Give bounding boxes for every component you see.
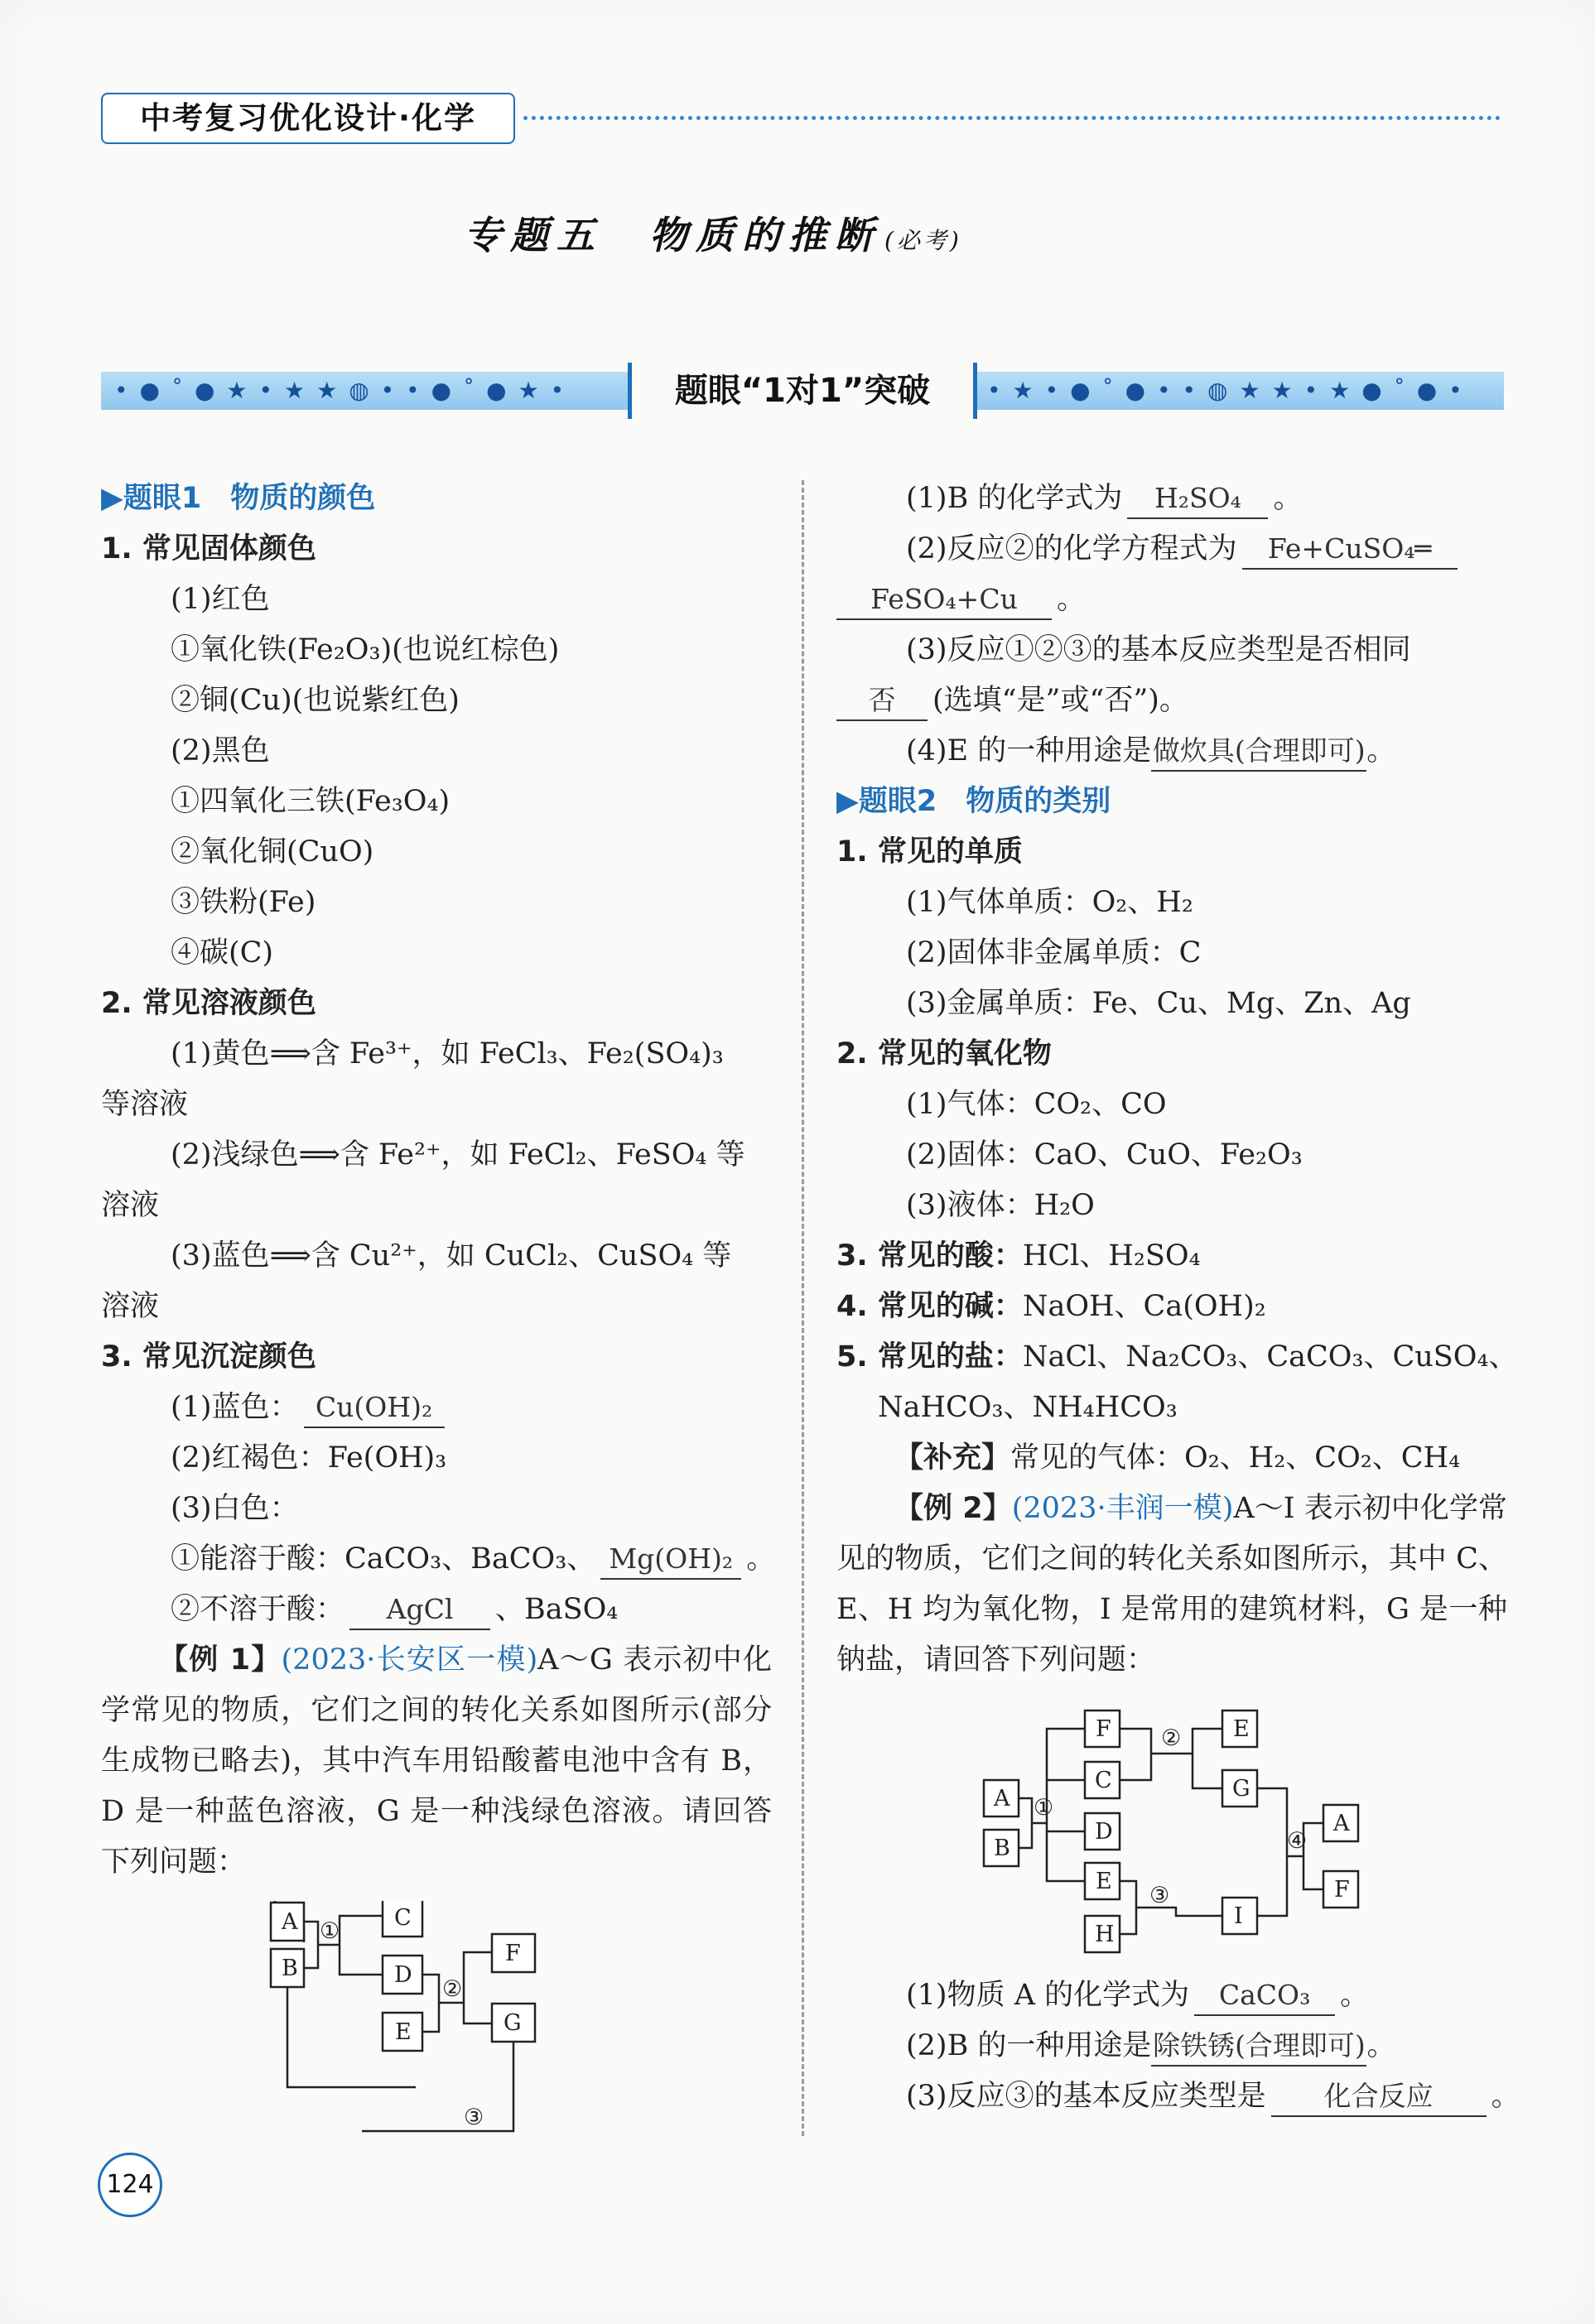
answer-3: (3)反应③的基本反应类型是 化合反应 。: [836, 2071, 1507, 2122]
supplement: 【补充】常见的气体：O₂、H₂、CO₂、CH₄: [894, 1441, 1461, 1475]
node-label: G: [504, 2010, 522, 2036]
node-label: G: [1232, 1776, 1250, 1802]
list-item: ①氧化铁(Fe₂O₃)(也说红棕色): [171, 633, 560, 666]
subsection-precipitate-colors: 3. 常见沉淀颜色: [101, 1340, 316, 1374]
subsection-solution-colors: 2. 常见溶液颜色: [101, 987, 316, 1020]
question-2-continued: FeSO₄+Cu 。: [836, 575, 1507, 625]
node-label: A: [994, 1786, 1010, 1812]
banner-decor-left: •●˚●★•★★◍••●˚●★•: [101, 372, 631, 410]
node-label: A: [282, 1909, 298, 1935]
triangle-right-icon: ▶: [836, 785, 859, 818]
list-item: (1)气体：CO₂、CO: [906, 1088, 1167, 1121]
node-label: E: [395, 2019, 412, 2045]
list-item: (1)气体单质：O₂、H₂: [906, 886, 1193, 919]
list-item: (1)红色: [171, 583, 270, 616]
list-item: ②氧化铜(CuO): [171, 835, 374, 868]
list-item: (3)白色：: [171, 1492, 299, 1525]
subsection-elements: 1. 常见的单质: [836, 835, 1023, 868]
node-label: F: [1096, 1716, 1111, 1742]
list-item: (2)红褐色：Fe(OH)₃: [171, 1441, 447, 1475]
list-item: (3)金属单质：Fe、Cu、Mg、Zn、Ag: [906, 987, 1411, 1020]
list-item: ①能溶于酸：CaCO₃、BaCO₃、 Mg(OH)₂ 。: [101, 1534, 772, 1585]
answer-blank: FeSO₄+Cu: [836, 580, 1052, 620]
reaction-label: ①: [1034, 1795, 1054, 1821]
node-label: F: [1334, 1877, 1350, 1903]
subsection-solid-colors: 1. 常见固体颜色: [101, 532, 316, 565]
list-item: ②铜(Cu)(也说紫红色): [171, 684, 460, 717]
list-item: (1)黄色⟹含 Fe³⁺，如 FeCl₃、Fe₂(SO₄)₃: [171, 1037, 724, 1071]
subsection-acids: 3. 常见的酸：HCl、H₂SO₄: [836, 1239, 1201, 1273]
subsection-salts: 5. 常见的盐：NaCl、Na₂CO₃、CaCO₃、CuSO₄、: [836, 1340, 1518, 1374]
list-item: (2)固体：CaO、CuO、Fe₂O₃: [906, 1138, 1303, 1172]
list-item: ②不溶于酸： AgCl 、BaSO₄: [101, 1585, 772, 1635]
list-item: ③铁粉(Fe): [171, 886, 316, 919]
answer-blank: CaCO₃: [1194, 1976, 1335, 2016]
column-divider: [802, 480, 804, 2136]
answer-blank: Fe+CuSO₄═: [1242, 530, 1458, 570]
reaction-label: ③: [464, 2105, 484, 2130]
book-title: 中考复习优化设计·化学: [101, 93, 515, 144]
node-label: C: [394, 1905, 412, 1931]
answer-blank: Cu(OH)₂: [304, 1388, 445, 1428]
node-label: D: [1095, 1819, 1113, 1845]
question-3-continued: 否 (选填“是”或“否”)。: [836, 676, 1507, 726]
reaction-label: ③: [1149, 1883, 1170, 1908]
node-label: H: [1095, 1922, 1115, 1947]
topic-title: [464, 205, 1126, 272]
node-label: E: [1096, 1869, 1112, 1894]
example-label: 【例 2】: [894, 1492, 1012, 1525]
list-item-continued: 溶液: [101, 1189, 160, 1222]
example-label: 【例 1】: [159, 1643, 282, 1677]
list-item: (1)蓝色： Cu(OH)₂: [101, 1383, 772, 1433]
answer-blank: AgCl: [349, 1590, 490, 1630]
node-label: B: [282, 1956, 298, 1981]
banner-title: 题眼“1对1”突破: [628, 363, 977, 419]
topic-title-main: 专题五 物质的推断: [464, 213, 881, 257]
list-item: (2)浅绿色⟹含 Fe²⁺，如 FeCl₂、FeSO₄ 等: [171, 1138, 745, 1172]
subsection-oxides: 2. 常见的氧化物: [836, 1037, 1052, 1071]
list-item-continued: NaHCO₃、NH₄HCO₃: [878, 1391, 1178, 1424]
question-3: (3)反应①②③的基本反应类型是否相同: [906, 633, 1411, 666]
example-source: (2023·长安区一模): [281, 1643, 538, 1677]
answer-blank: H₂SO₄: [1127, 479, 1268, 519]
answer-blank: Mg(OH)₂: [600, 1540, 741, 1580]
list-item-continued: 溶液: [101, 1290, 160, 1323]
list-item: (3)蓝色⟹含 Cu²⁺，如 CuCl₂、CuSO₄ 等: [171, 1239, 732, 1273]
example-source: (2023·丰润一模): [1011, 1492, 1234, 1525]
question-4: (4)E 的一种用途是做炊具(合理即可)。: [836, 726, 1507, 777]
example-1-prompt: 【例 1】(2023·长安区一模)A～G 表示初中化学常见的物质，它们之间的转化关系如图所示(部分生成物已略去)，其中汽车用铅酸蓄电池中含有 B，D 是一种蓝色溶液，G 是一种浅绿色溶液。请回答下列问题：: [101, 1643, 772, 1879]
section-heading-categories: ▶题眼2 物质的类别: [836, 785, 1111, 818]
node-label: A: [1333, 1811, 1350, 1836]
reaction-label: ②: [1161, 1725, 1182, 1751]
answer-blank: 否: [836, 681, 928, 721]
list-item: (3)液体：H₂O: [906, 1189, 1095, 1222]
subsection-bases: 4. 常见的碱：NaOH、Ca(OH)₂: [836, 1290, 1266, 1323]
answer-1: (1)物质 A 的化学式为 CaCO₃ 。: [836, 1970, 1507, 2021]
answer-blank: 化合反应: [1271, 2077, 1487, 2117]
answer-blank: 做炊具(合理即可): [1151, 732, 1366, 772]
answer-2: (2)B 的一种用途是除铁锈(合理即可)。: [836, 2021, 1507, 2071]
list-item: (2)黑色: [171, 734, 270, 767]
question-2: (2)反应②的化学方程式为 Fe+CuSO₄═: [836, 524, 1507, 575]
node-label: D: [394, 1962, 412, 1988]
node-label: F: [505, 1941, 521, 1966]
example-2-prompt: 【例 2】(2023·丰润一模)A～I 表示初中化学常见的物质，它们之间的转化关系如图所示，其中 C、E、H 均为氧化物，I 是常用的建筑材料，G 是一种钠盐，请回答下列问题：: [836, 1492, 1507, 1677]
list-item: ①四氧化三铁(Fe₃O₄): [171, 785, 451, 818]
example-2-answers: [836, 1970, 1520, 2122]
section-heading-colors: ▶题眼1 物质的颜色: [101, 482, 376, 515]
node-label: E: [1233, 1716, 1250, 1742]
triangle-right-icon: ▶: [101, 482, 123, 515]
reaction-label: ①: [320, 1918, 340, 1944]
left-column: [101, 474, 776, 1888]
topic-title-tag: (必考): [884, 227, 962, 254]
reaction-diagram-2: [977, 1706, 1375, 1970]
reaction-label: ②: [442, 1976, 463, 2002]
list-item: ④碳(C): [171, 936, 274, 970]
node-label: B: [994, 1836, 1010, 1861]
right-column: [836, 474, 1518, 1686]
header-dotted-rule: [523, 116, 1501, 120]
banner-decor-right: •★•●˚●••◍★★•★●˚●•: [974, 372, 1504, 410]
reaction-label: ④: [1287, 1828, 1308, 1854]
answer-blank: 除铁锈(合理即可): [1151, 2027, 1366, 2067]
list-item: (2)固体非金属单质：C: [906, 936, 1202, 970]
node-label: I: [1234, 1903, 1243, 1929]
list-item-continued: 等溶液: [101, 1088, 189, 1121]
page-number: 124: [98, 2153, 162, 2217]
reaction-diagram-1: [267, 1901, 598, 2133]
node-label: C: [1095, 1768, 1112, 1793]
question-1: (1)B 的化学式为 H₂SO₄ 。: [836, 474, 1507, 524]
